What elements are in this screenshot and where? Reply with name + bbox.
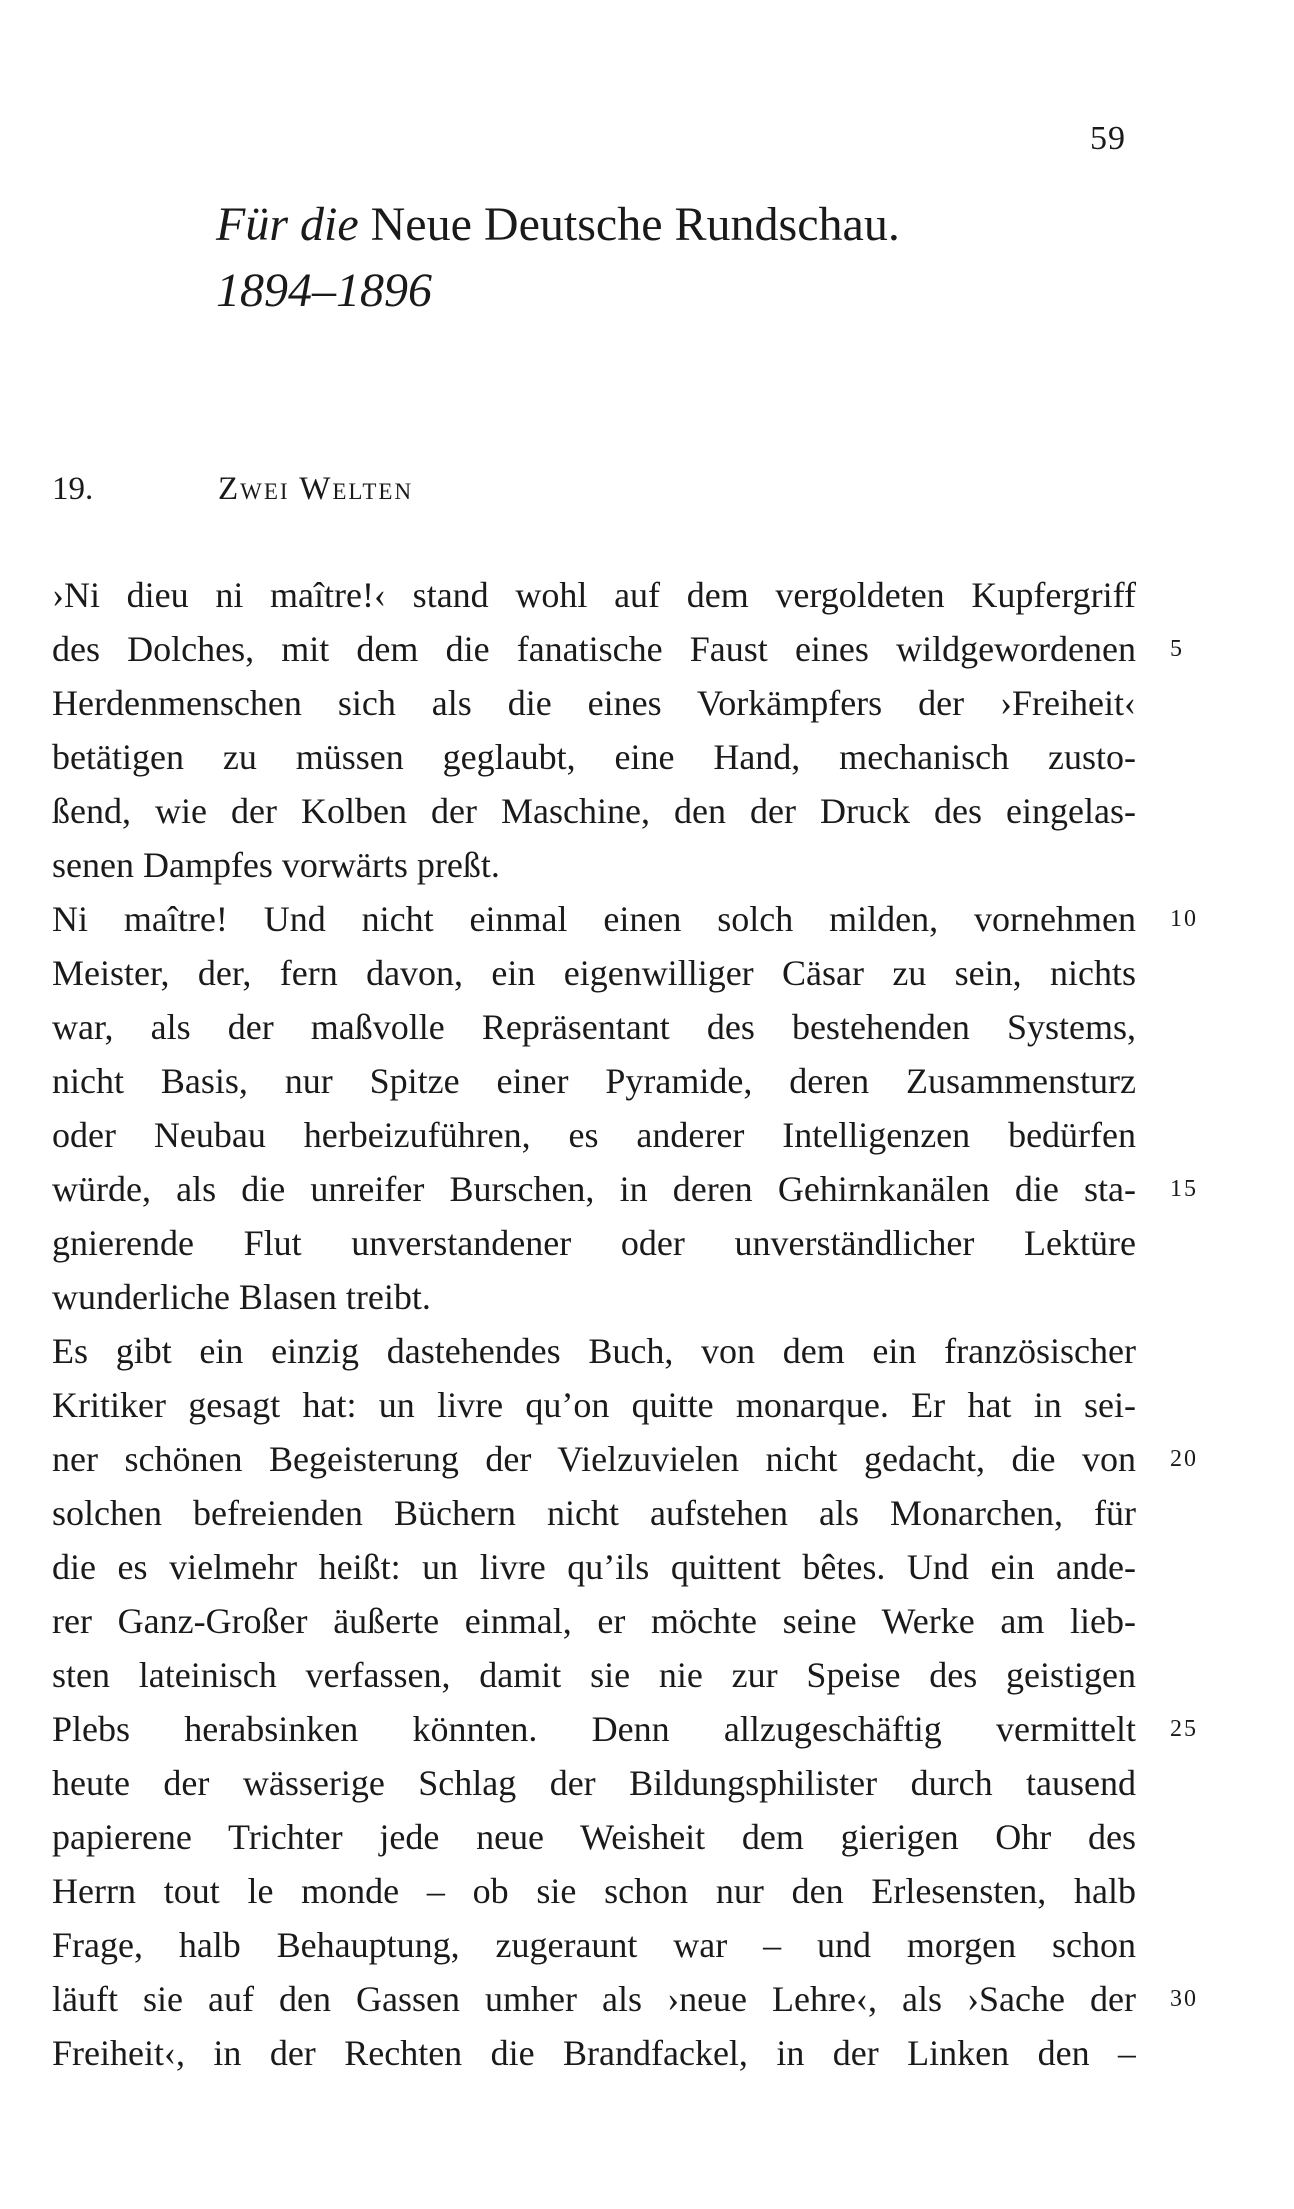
section-title: Zwei Welten	[218, 471, 414, 507]
line-text: oder Neubau herbeizuführen, es anderer Intelligenzen bedürfen	[52, 1115, 1136, 1155]
heading-title: Neue Deutsche Rundschau.	[358, 198, 900, 251]
line-text: war, als der maßvolle Repräsentant des bestehenden Systems,	[52, 1007, 1136, 1047]
body-text	[52, 568, 1198, 2080]
line-text: senen Dampfes vorwärts preßt.	[52, 845, 500, 885]
line-text: ßend, wie der Kolben der Maschine, den der Druck des eingelas-	[52, 791, 1136, 831]
section-number: 19.	[52, 471, 94, 507]
text-line	[52, 1648, 1136, 1702]
text-line	[52, 946, 1136, 1000]
line-text: läuft sie auf den Gassen umher als ›neue Lehre‹, als ›Sache der	[52, 1979, 1136, 2019]
line-text: würde, als die unreifer Burschen, in deren Gehirnkanälen die sta-	[52, 1169, 1136, 1209]
line-text: Es gibt ein einzig dastehendes Buch, von dem ein französischer	[52, 1331, 1136, 1371]
line-text: Kritiker gesagt hat: un livre qu’on quitte monarque. Er hat in sei-	[52, 1385, 1136, 1425]
section-heading	[52, 471, 413, 508]
heading-title-line	[216, 192, 900, 258]
text-line	[52, 1324, 1136, 1378]
text-line	[52, 1216, 1136, 1270]
text-line	[52, 1162, 1198, 1216]
line-text: ner schönen Begeisterung der Vielzuvielen nicht gedacht, die von	[52, 1439, 1136, 1479]
line-text: Frage, halb Behauptung, zugeraunt war – und morgen schon	[52, 1925, 1136, 1965]
text-line	[52, 1918, 1136, 1972]
line-number: 10	[1170, 906, 1198, 932]
text-line	[52, 1702, 1198, 1756]
text-line	[52, 2026, 1136, 2080]
chapter-heading	[216, 192, 900, 324]
text-line	[52, 622, 1184, 676]
heading-years: 1894–1896	[216, 264, 432, 317]
line-text: ›Ni dieu ni maître!‹ stand wohl auf dem vergoldeten Kupfergriff	[52, 575, 1136, 615]
text-line	[52, 676, 1136, 730]
line-text: des Dolches, mit dem die fanatische Faust eines wildgewordenen	[52, 629, 1136, 669]
page-number: 59	[1090, 120, 1126, 157]
line-text: gnierende Flut unverstandener oder unverständlicher Lektüre	[52, 1223, 1136, 1263]
text-line	[52, 1756, 1136, 1810]
text-line	[52, 1378, 1136, 1432]
text-line	[52, 730, 1136, 784]
text-line	[52, 1486, 1136, 1540]
text-line	[52, 1000, 1136, 1054]
text-line	[52, 1540, 1136, 1594]
text-line	[52, 568, 1136, 622]
line-number: 25	[1170, 1716, 1198, 1742]
text-line	[52, 784, 1136, 838]
line-text: Plebs herabsinken könnten. Denn allzugeschäftig vermittelt	[52, 1709, 1136, 1749]
line-number: 15	[1170, 1176, 1198, 1202]
line-number: 20	[1170, 1446, 1198, 1472]
line-text: solchen befreienden Büchern nicht aufstehen als Monarchen, für	[52, 1493, 1136, 1533]
text-line	[52, 1108, 1136, 1162]
text-line	[52, 1054, 1136, 1108]
line-text: sten lateinisch verfassen, damit sie nie zur Speise des geistigen	[52, 1655, 1136, 1695]
text-line	[52, 892, 1198, 946]
line-text: Freiheit‹, in der Rechten die Brandfackel, in der Linken den –	[52, 2033, 1136, 2073]
text-line	[52, 1864, 1136, 1918]
line-text: heute der wässerige Schlag der Bildungsphilister durch tausend	[52, 1763, 1136, 1803]
line-text: die es vielmehr heißt: un livre qu’ils quittent bêtes. Und ein ande-	[52, 1547, 1136, 1587]
heading-italic-prefix: Für die	[216, 198, 359, 251]
line-text: papierene Trichter jede neue Weisheit dem gierigen Ohr des	[52, 1817, 1136, 1857]
line-text: Meister, der, fern davon, ein eigenwilliger Cäsar zu sein, nichts	[52, 953, 1136, 993]
text-line	[52, 1270, 1132, 1324]
line-text: Ni maître! Und nicht einmal einen solch milden, vornehmen	[52, 899, 1136, 939]
text-line	[52, 1594, 1136, 1648]
line-number: 5	[1170, 636, 1184, 662]
text-line	[52, 1972, 1198, 2026]
text-line	[52, 838, 1132, 892]
line-text: nicht Basis, nur Spitze einer Pyramide, deren Zusammensturz	[52, 1061, 1136, 1101]
line-number: 30	[1170, 1986, 1198, 2012]
line-text: Herrn tout le monde – ob sie schon nur den Erlesensten, halb	[52, 1871, 1136, 1911]
line-text: rer Ganz-Großer äußerte einmal, er möchte seine Werke am lieb-	[52, 1601, 1136, 1641]
text-line	[52, 1432, 1198, 1486]
line-text: Herdenmenschen sich als die eines Vorkämpfers der ›Freiheit‹	[52, 683, 1136, 723]
text-line	[52, 1810, 1136, 1864]
line-text: betätigen zu müssen geglaubt, eine Hand, mechanisch zusto-	[52, 737, 1136, 777]
line-text: wunderliche Blasen treibt.	[52, 1277, 431, 1317]
